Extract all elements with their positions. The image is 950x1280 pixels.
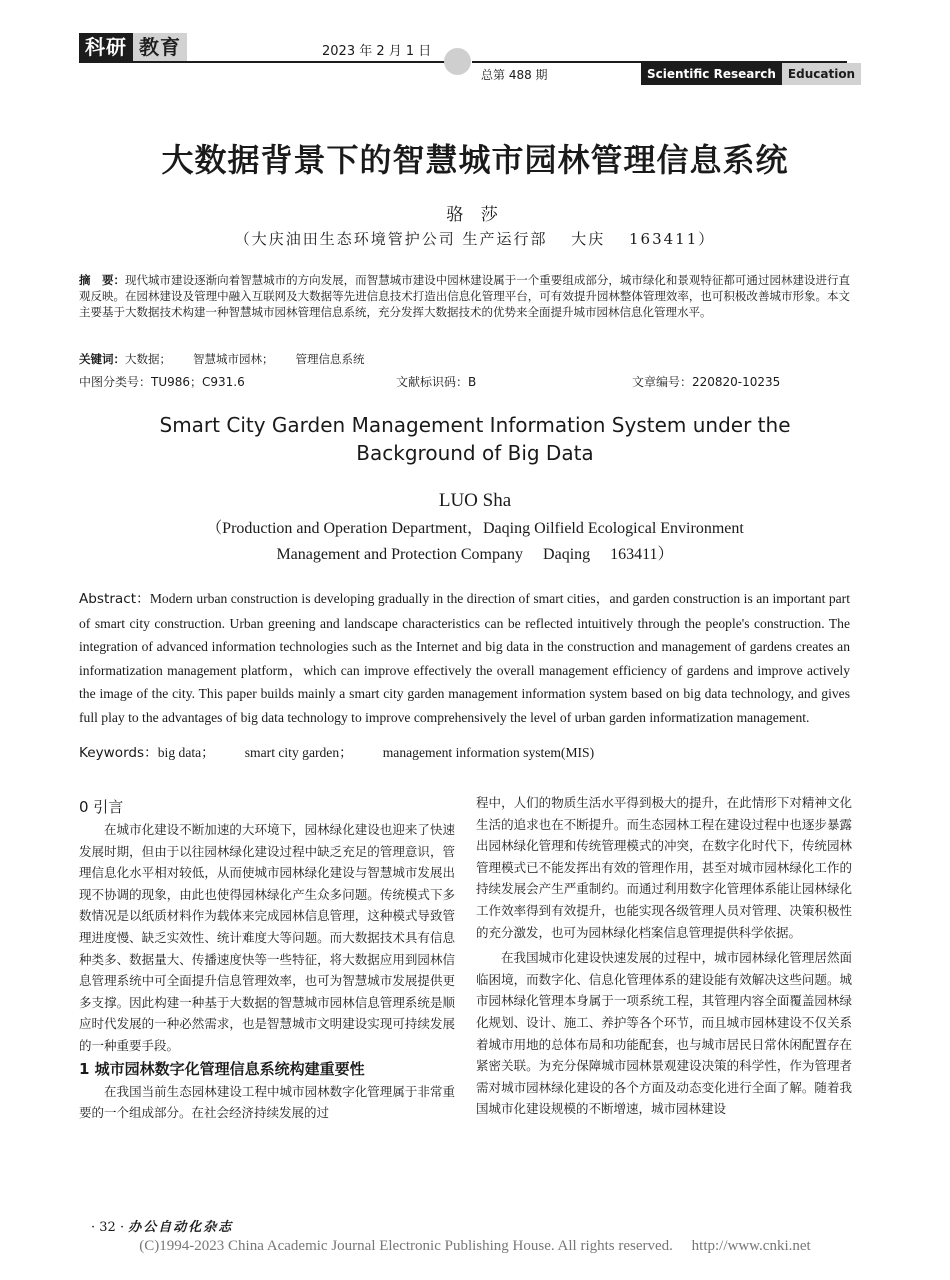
section-tag-2: Education xyxy=(782,63,861,85)
section-heading: 1 城市园林数字化管理信息系统构建重要性 xyxy=(79,1059,365,1078)
header-rule-left xyxy=(79,61,457,63)
journal-tag-2: 教育 xyxy=(133,33,187,61)
keyword-cn: 大数据； xyxy=(125,352,171,366)
copyright-notice: (C)1994-2023 China Academic Journal Electronic Publishing House. All rights reserved. http://www.cnki.net xyxy=(139,1238,811,1254)
keyword-cn: 智慧城市园林； xyxy=(193,352,274,366)
paper-title-en xyxy=(0,411,950,467)
doc-code: 文献标识码：B xyxy=(396,375,477,389)
publication-date: 2023 年 2 月 1 日 xyxy=(322,44,432,59)
page-footer xyxy=(91,1216,233,1235)
abstract-en-text: Modern urban construction is developing gradually in the direction of smart cities，and garden construction is an important part of smart city construction. Urban greening and landscape characteristics can be reflected intuitively through the people's construction. The integration of advanced information technologies such as the Internet and big data in the construction and management of gardens creates an informatization management platform，which can improve effectively the overall management efficiency of gardens and improve actively the image of the city. This paper builds mainly a smart city garden management information system based on big data technology, and gives full play to the advantages of big data technology to improve comprehensively the level of urban garden informatization management. xyxy=(79,591,850,725)
body-paragraph: 在我国当前生态园林建设工程中城市园林数字化管理属于非常重要的一个组成部分。在社会经济持续发展的过 xyxy=(79,1083,455,1121)
abstract-en-label: Abstract： xyxy=(79,591,150,607)
affiliation-en-line: （Production and Operation Department，Daqing Oilfield Ecological Environment xyxy=(206,520,744,537)
abstract-cn xyxy=(79,272,850,320)
keywords-cn-label: 关键词： xyxy=(79,352,125,366)
clc-number: 中图分类号：TU986；C931.6 xyxy=(79,375,245,389)
body-paragraph: 在城市化建设不断加速的大环境下，园林绿化建设也迎来了快速发展时期，但由于以往园林绿化建设过程中缺乏充足的管理意识，管理信息化水平相对较低，从而使城市园林绿化建设与智慧城市发展出现不协调的现象，由此也使得园林绿化产生众多问题。传统模式下多数情况是以纸质材料作为载体来完成园林信息管理，这种模式导致管理进度慢、缺乏实效性、统计难度大等问题。而大数据技术具有信息种类多、数据量大、传播速度快等一些特征，将大数据应用到园林信息管理系统中可全面提升信息管理效率，也可为智慧城市发展提供更多支撑。因此构建一种基于大数据的智慧城市园林信息管理系统是顺应时代发展的一种必然需求，也是智慧城市文明建设实现可持续发展的一种重要手段。 xyxy=(79,822,455,1053)
section-heading: 0 引言 xyxy=(79,798,124,816)
paper-title-en-line: Smart City Garden Management Information System under the xyxy=(159,413,791,437)
keyword-en: management information system(MIS) xyxy=(382,745,595,760)
keyword-cn: 管理信息系统 xyxy=(295,352,365,366)
affiliation-en xyxy=(0,516,950,568)
page-number: · 32 · xyxy=(91,1220,125,1235)
issue-number: 总第 488 期 xyxy=(481,68,548,82)
journal-name: 办公自动化杂志 xyxy=(128,1220,234,1235)
article-number: 文章编号：220820-10235 xyxy=(632,375,781,389)
author-cn: 骆 莎 xyxy=(446,205,504,225)
keywords-cn xyxy=(79,351,850,367)
body-column-right xyxy=(476,792,852,1120)
section-tag xyxy=(641,63,861,85)
keywords-en-label: Keywords： xyxy=(79,745,158,761)
keyword-en: big data； xyxy=(157,745,215,760)
section-tag-1: Scientific Research xyxy=(641,63,782,85)
abstract-cn-label: 摘 要： xyxy=(79,273,126,287)
abstract-cn-text: 现代城市建设逐渐向着智慧城市的方向发展，而智慧城市建设中园林建设属于一个重要组成部分，城市绿化和景观特征都可通过园林建设进行直观反映。在园林建设及管理中融入互联网及大数据等先进信息技术打造出信息化管理平台，可有效提升园林整体管理效率，也可积极改善城市形象。本文主要基于大数据技术构建一种智慧城市园林管理信息系统，充分发挥大数据技术的优势来全面提升城市园林信息化管理水平。 xyxy=(79,273,850,319)
affiliation-en-line: Management and Protection Company Daqing 163411） xyxy=(276,546,674,563)
body-paragraph: 在我国城市化建设快速发展的过程中，城市园林绿化管理居然面临困境，而数字化、信息化管理体系的建设能有效解决这些问题。城市园林绿化管理本身属于一项系统工程，其管理内容全面覆盖园林绿化规划、设计、施工、养护等各个环节，而且城市园林建设不仅关系着城市用地的总体布局和功能配套，也与城市居民日常休闲配置存在紧密关联。为充分保障城市园林景观建设决策的科学性，作为管理者需对城市园林绿化建设的各个方面及动态变化进行全面了解。随着我国城市化建设规模的不断增速，城市园林建设 xyxy=(476,950,852,1117)
header-circle-ornament xyxy=(444,48,471,75)
keywords-en xyxy=(79,741,850,766)
author-en: LUO Sha xyxy=(438,490,512,511)
abstract-en xyxy=(79,587,850,729)
journal-tag-1: 科研 xyxy=(79,33,133,61)
keyword-en: smart city garden； xyxy=(244,745,353,760)
paper-title-cn: 大数据背景下的智慧城市园林管理信息系统 xyxy=(161,141,789,179)
body-column-left xyxy=(79,795,455,1124)
journal-column-tag xyxy=(79,33,187,61)
affiliation-cn: （大庆油田生态环境管护公司 生产运行部 大庆 163411） xyxy=(234,230,716,248)
paper-title-en-line: Background of Big Data xyxy=(356,441,594,465)
body-paragraph: 程中，人们的物质生活水平得到极大的提升，在此情形下对精神文化生活的追求也在不断提升。而生态园林工程在建设过程中也逐步暴露出园林绿化管理和传统管理模式的冲突，在数字化时代下，传统园林管理模式已不能发挥出有效的管理作用，甚至对城市园林绿化工作的持续发展会产生严重制约。而通过利用数字化管理体系能让园林绿化工作效率得到有效提升，也能实现各级管理人员对管理、决策积极性的充分激发，也可为园林绿化档案信息管理提供科学依据。 xyxy=(476,795,852,940)
